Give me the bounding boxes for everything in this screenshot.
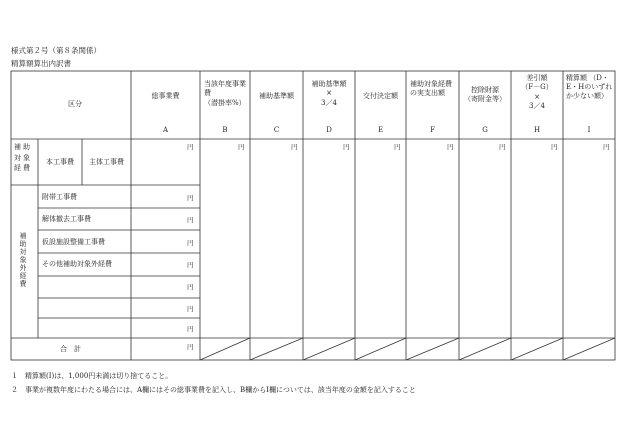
- group1-item-main: 本工事費: [46, 158, 74, 166]
- col-i-letter: I: [587, 126, 591, 134]
- group2-row-3: 仮設施設整備工事費: [42, 238, 105, 246]
- col-e-label: 交付決定額: [363, 92, 398, 100]
- yen-unit: 円: [187, 325, 194, 333]
- yen-unit: 円: [187, 216, 194, 224]
- group2-row-4: その他補助対象外経費: [42, 260, 112, 268]
- yen-unit: 円: [187, 283, 194, 291]
- group-nonsubsidized-label: 補助対象外経費: [19, 232, 27, 288]
- col-c-letter: C: [273, 126, 280, 134]
- yen-unit: 円: [291, 143, 298, 151]
- note-1: １ 精算額(I)は、1,000円未満は切り捨てること。: [11, 372, 173, 380]
- yen-unit: 円: [551, 143, 558, 151]
- group1-item-body: 主体工事費: [89, 158, 124, 166]
- yen-unit: 円: [187, 194, 194, 202]
- col-a-label: 総事業費: [151, 92, 180, 100]
- yen-unit: 円: [187, 239, 194, 247]
- yen-unit: 円: [187, 305, 194, 313]
- header-category: 区分: [68, 100, 82, 108]
- col-h-letter: H: [533, 126, 541, 134]
- col-i-label: 精算額 （D・E・Hのいずれか少ない額）: [566, 74, 613, 101]
- yen-unit: 円: [187, 143, 194, 151]
- col-d-label: 補助基準額 × 3／4: [311, 80, 347, 107]
- yen-unit: 円: [603, 143, 610, 151]
- group2-row-1: 附帯工事費: [42, 193, 77, 201]
- total-label: 合 計: [60, 345, 81, 353]
- yen-unit: 円: [238, 143, 245, 151]
- form-number: 様式第２号（第８条関係）: [11, 46, 101, 55]
- col-b-letter: B: [222, 126, 228, 134]
- note-2: ２ 事業が複数年度にわたる場合には、A欄にはその総事業費を記入し、B欄からI欄については、該当年度の金額を記入すること: [11, 386, 416, 394]
- yen-unit: 円: [187, 261, 194, 269]
- yen-unit: 円: [343, 143, 350, 151]
- col-c-label: 補助基準額: [259, 92, 294, 100]
- col-f-letter: F: [430, 126, 435, 134]
- col-h-label: 差引額 （F－G） × 3／4: [521, 74, 553, 111]
- col-f-label: 補助対象経費の実支出額: [410, 80, 452, 98]
- yen-unit: 円: [394, 143, 401, 151]
- document-title: 精算額算出内訳書: [11, 59, 71, 68]
- yen-unit: 円: [187, 343, 194, 351]
- col-d-letter: D: [326, 126, 332, 134]
- col-g-label: 控除財源 （寄附金等）: [464, 86, 506, 104]
- yen-unit: 円: [499, 143, 506, 151]
- group-subsidized-label: 補助対象経費: [14, 143, 32, 172]
- col-e-letter: E: [377, 126, 384, 134]
- group2-row-2: 解体撤去工事費: [42, 215, 91, 223]
- col-a-letter: A: [162, 126, 169, 134]
- yen-unit: 円: [447, 143, 454, 151]
- col-g-letter: G: [482, 126, 488, 134]
- col-b-label: 当該年度事業費 （潜掛率%）: [204, 80, 246, 107]
